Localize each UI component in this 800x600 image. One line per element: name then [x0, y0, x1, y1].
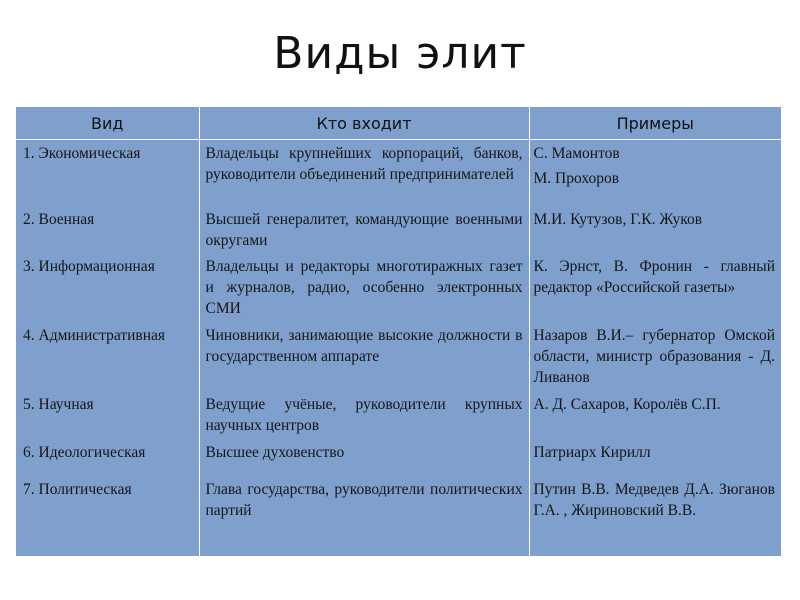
elite-type: 2. Военная — [16, 206, 199, 253]
table-row — [16, 471, 781, 557]
table-row — [16, 253, 781, 322]
table-header-row — [16, 107, 781, 140]
elite-members: Высшее духовенство — [199, 439, 529, 471]
elite-members: Владельцы и редакторы многотиражных газет и журналов, радио, особенно электронных СМИ — [199, 253, 529, 322]
example-line: М. Прохоров — [533, 170, 620, 187]
elite-examples — [529, 391, 781, 439]
elite-type: 5. Научная — [16, 391, 199, 439]
elite-types-table — [16, 107, 781, 556]
elite-type: 7. Политическая — [16, 471, 199, 557]
page-title: Виды элит — [273, 28, 527, 79]
example-line: Путин В.В. Медведев Д.А. Зюганов Г.А. , Жириновский В.В. — [533, 480, 775, 519]
column-header-examples: Примеры — [529, 107, 781, 140]
column-header-who: Кто входит — [199, 107, 529, 140]
example-line: М.И. Кутузов, Г.К. Жуков — [533, 210, 703, 228]
elite-type: 1. Экономическая — [16, 140, 199, 206]
elite-examples — [529, 206, 781, 253]
elite-examples — [529, 439, 781, 471]
elite-type: 3. Информационная — [16, 253, 199, 322]
example-line: Патриарх Кирилл — [533, 443, 651, 461]
elite-examples — [529, 471, 781, 557]
elite-members: Высшей генералитет, командующие военными округами — [199, 206, 529, 253]
example-line: К. Эрнст, В. Фронин - главный редактор «Российской газеты» — [533, 257, 775, 296]
column-header-type: Вид — [16, 107, 199, 140]
elite-type: 4. Административная — [16, 322, 199, 391]
example-line: С. Мамонтов — [533, 145, 620, 162]
example-line: А. Д. Сахаров, Королёв С.П. — [533, 395, 721, 413]
elite-members: Ведущие учёные, руководители крупных научных центров — [199, 391, 529, 439]
elite-examples — [529, 322, 781, 391]
elite-members: Чиновники, занимающие высокие должности в государственном аппарате — [199, 322, 529, 391]
example-line: Назаров В.И.– губернатор Омской области, министр образования - Д. Ливанов — [533, 326, 775, 386]
elite-members: Владельцы крупнейших корпораций, банков, руководители объединений предпринимателей — [199, 140, 529, 206]
elite-examples — [529, 140, 781, 206]
table-row — [16, 140, 781, 206]
elite-type: 6. Идеологическая — [16, 439, 199, 471]
elite-examples — [529, 253, 781, 322]
table-row — [16, 206, 781, 253]
elite-members: Глава государства, руководители политических партий — [199, 471, 529, 557]
table-row — [16, 322, 781, 391]
table-row — [16, 391, 781, 439]
table-row — [16, 439, 781, 471]
